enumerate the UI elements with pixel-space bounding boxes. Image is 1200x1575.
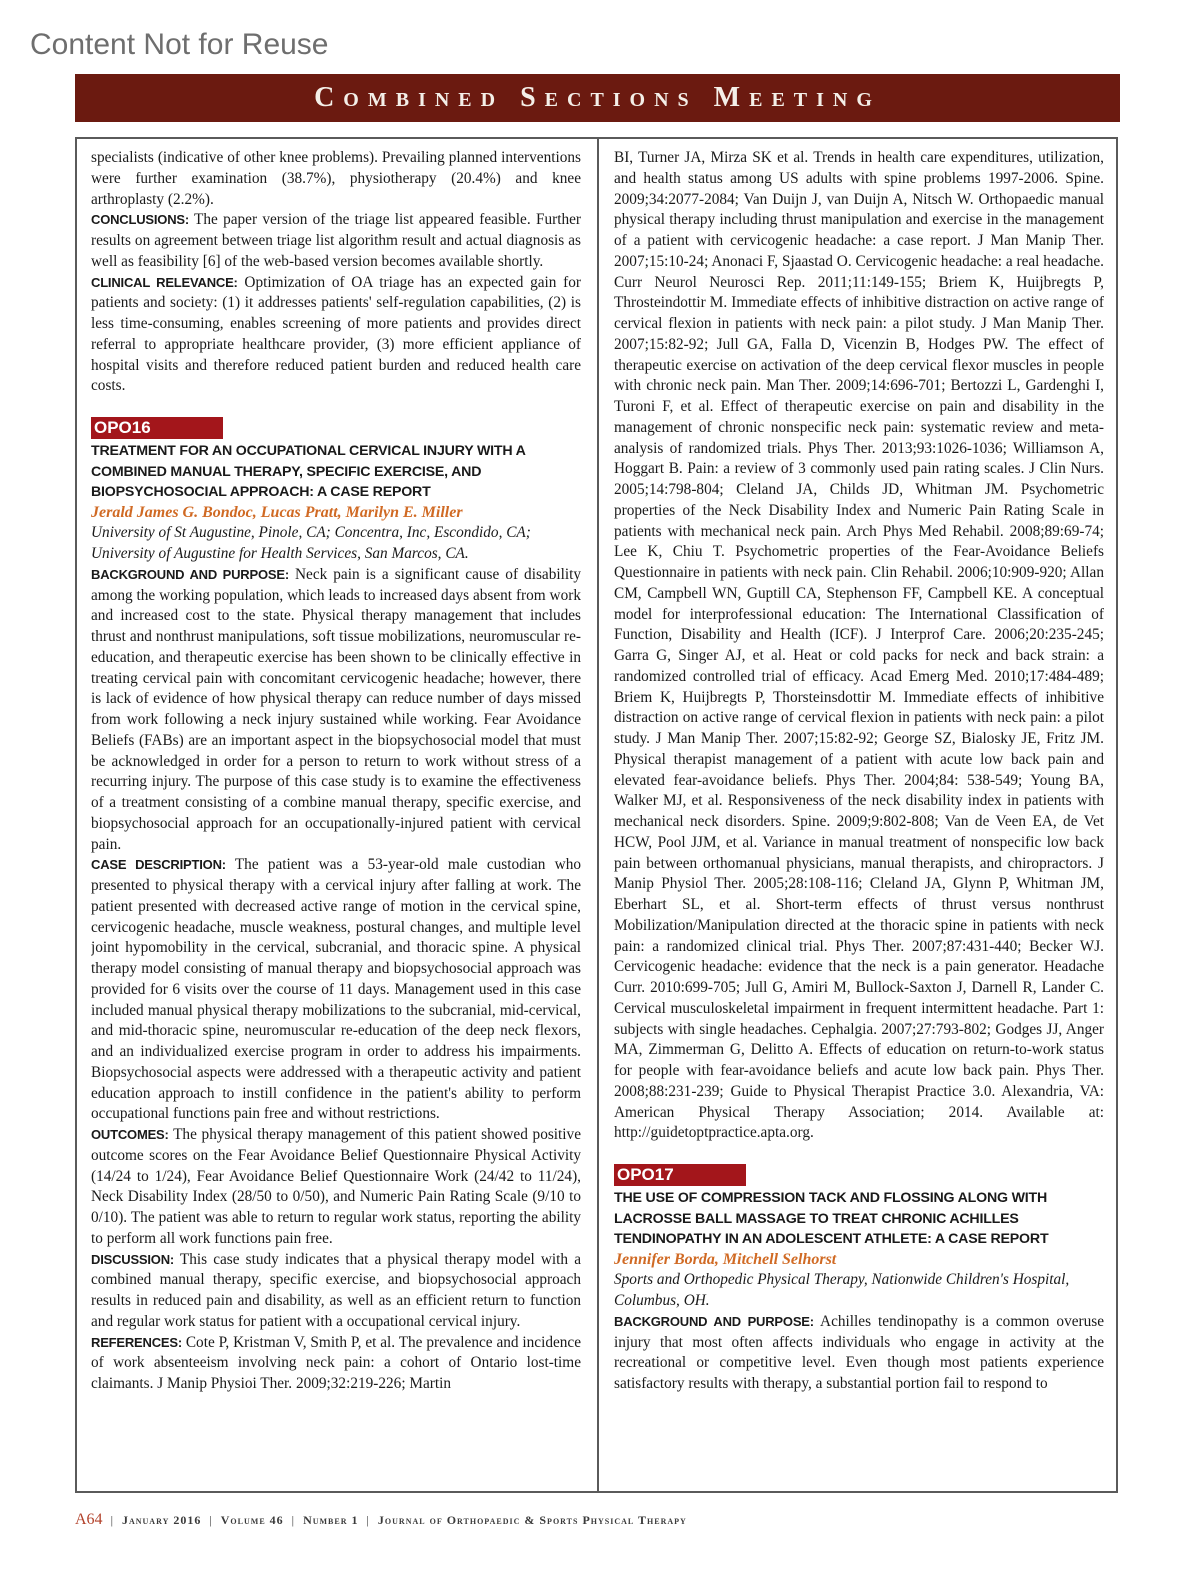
right-column bbox=[614, 148, 1104, 1488]
left-column bbox=[91, 148, 581, 1488]
section-heading: CONCLUSIONS: bbox=[91, 212, 189, 228]
section-text: Neck pain is a significant cause of disability among the working population, which leads to increased days absent from work and increased cost to the state. Physical therapy management that includes thrust and nonthrust manipulations, soft tissue mobilizations, neuromuscular re-education, and therapeutic exercise has been shown to be clinically effective in treating cervical pain with concomitant cervicogenic headache; however, there is lack of evidence of how physical therapy can reduce number of days missed from work following a neck injury sustained while working. Fear Avoidance Beliefs (FABs) are an important aspect in the biopsychosocial model that must be acknowledged in order for a person to return to work without stress of a recurring injury. The purpose of this case study is to examine the effectiveness of a treatment consisting of a combine manual therapy, specific exercise, and biopsychosocial approach for an occupationally-injured patient with cervical pain. bbox=[91, 565, 581, 853]
abstract-id-tag: OPO16 bbox=[91, 417, 223, 439]
section-heading: REFERENCES: bbox=[91, 1334, 182, 1350]
background-paragraph bbox=[614, 1312, 1104, 1395]
section-heading: DISCUSSION: bbox=[91, 1251, 175, 1267]
section-text: The patient was a 53-year-old male custodian who presented to physical therapy with a cervical injury after falling at work. The patient presented with decreased active range of motion in the cervical spine, cervicogenic headache, muscle weakness, postural changes, and multiple level joint hypomobility in the cervical, subcranial, and thoracic spine. A physical therapy model consisting of manual therapy and biopsychosocial approach was provided for 6 visits over the course of 11 days. Management used in this case included manual physical therapy mobilizations to the subcranial, mid-cervical, and mid-thoracic spine, neuromuscular re-education of the deep neck flexors, and an individualized exercise program in order to address his impairments. Biopsychosocial aspects were addressed with a therapeutic activity and patient education approach to instill confidence in the patient's ability to perform occupational functions pain free and without restrictions. bbox=[91, 856, 581, 1123]
intro-paragraph: specialists (indicative of other knee problems). Prevailing planned interventions were further examination (38.7%), physiotherapy (20.4%) and knee arthroplasty (2.2%). bbox=[91, 149, 581, 208]
abstract-title: TREATMENT FOR AN OCCUPATIONAL CERVICAL INJURY WITH A COMBINED MANUAL THERAPY, SPECIFIC EXERCISE, AND BIOPSYCHOSOCIAL APPROACH: A CASE REPORT bbox=[91, 443, 526, 500]
section-text: The paper version of the triage list appeared feasible. Further results on agreement between triage list algorithm result and actual diagnosis as well as feasibility [6] of the web-based version becomes available shortly. bbox=[91, 211, 581, 270]
section-banner: Combined Sections Meeting bbox=[75, 74, 1120, 122]
abstract-authors: Jerald James G. Bondoc, Lucas Pratt, Marilyn E. Miller bbox=[91, 503, 463, 521]
section-heading: BACKGROUND AND PURPOSE: bbox=[614, 1313, 814, 1329]
section-text: This case study indicates that a physical therapy model with a combined manual therapy, specific exercise, and biopsychosocial approach results in reduced pain and disability, as well as an efficient return to function and regular work status for patient with a occupational cervical injury. bbox=[91, 1250, 581, 1330]
issue-number: Number 1 bbox=[303, 1513, 359, 1527]
footer-separator: | bbox=[110, 1513, 114, 1527]
section-heading: CASE DESCRIPTION: bbox=[91, 857, 226, 873]
abstract-id-tag: OPO17 bbox=[614, 1164, 746, 1186]
watermark: Content Not for Reuse bbox=[30, 28, 329, 61]
section-text: Achilles tendinopathy is a common overuse injury that most often affects individuals who engage in activity at the recreational or competitive level. Even though most patients experience satisfactory results with therapy, a substantial portion fail to respond to bbox=[614, 1312, 1104, 1392]
section-heading: CLINICAL RELEVANCE: bbox=[91, 274, 238, 290]
page-footer bbox=[75, 1511, 687, 1529]
section-heading: OUTCOMES: bbox=[91, 1127, 169, 1142]
background-paragraph bbox=[91, 565, 581, 856]
section-text: Optimization of OA triage has an expected gain for patients and society: (1) it addresses patients' self-regulation capabilities, (2) is less time-consuming, enables screening of more patients and provides direct referral to appropriate healthcare provider, (3) more efficient appliance of hospital visits and therefore reduced patient burden and reduced health care costs. bbox=[91, 273, 581, 395]
abstract-affiliation: University of St Augustine, Pinole, CA; Concentra, Inc, Escondido, CA; University of Augustine for Health Services, San Marcos, CA. bbox=[91, 524, 531, 562]
case-description-paragraph bbox=[91, 855, 581, 1125]
references-continued: BI, Turner JA, Mirza SK et al. Trends in health care expenditures, utilization, and health status among US adults with spine problems 1997-2006. Spine. 2009;34:2077-2084; Van Duijn J, van Duijn A, Nitsch W. Orthopaedic manual physical therapy including thrust manipulation and exercise in the management of a patient with cervicogenic headache: a case report. J Man Manip Ther. 2007;15:10-24; Anonaci F, Sjaastad O. Cervicogenic headache: a real headache. Curr Neurol Neurosci Rep. 2011;11:149-155; Briem K, Huijbregts P, Throsteindottir M. Immediate effects of inhibitive distraction on active range of cervical flexion in patients with neck pain: a pilot study. J Man Manip Ther. 2007;15:82-92; Jull GA, Falla D, Vicenzin B, Hodges PW. The effect of therapeutic exercise on activation of the deep cervical flexor muscles in people with chronic neck pain. Man Ther. 2009;14:696-701; Bertozzi L, Gardenghi I, Turoni F, et al. Effect of therapeutic exercise on pain and disability in the management of chronic nonspecific neck pain: systematic review and meta-analysis of randomized trials. Phys Ther. 2013;93:1026-1036; Williamson A, Hoggart B. Pain: a review of 3 commonly used pain rating scales. J Clin Nurs. 2005;14:798-804; Cleland JA, Childs JD, Whitman JM. Psychometric properties of the Neck Disability Index and Numeric Pain Rating Scale in patients with mechanical neck pain. Arch Phys Med Rehabil. 2008;89:69-74; Lee K, Chiu T. Psychometric properties of the Fear-Avoidance Beliefs Questionnaire in patients with neck pain. Clin Rehabil. 2006;10:909-920; Allan CM, Campbell WN, Guptill CA, Stephenson FF, Campbell KE. A conceptual model for interprofessional education: The International Classification of Function, Disability and Health (ICF). J Interprof Care. 2006;20:235-245; Garra G, Singer AJ, et al. Heat or cold packs for neck and back strain: a randomized controlled trial of efficacy. Acad Emerg Med. 2010;17:484-489; Briem K, Huijbregts P, Thorsteinsdottir M. Immediate effects of inhibitive distraction on active range of cervical flexion in patients with neck pain: a pilot study. J Man Manip Ther. 2007;15:82-92; George SZ, Bialosky JE, Fritz JM. Physical therapist management of a patient with acute low back pain and elevated fear-avoidance beliefs. Phys Ther. 2004;84: 538-549; Young BA, Walker MJ, et al. Responsiveness of the neck disability index in patients with mechanical neck disorders. Spine. 2009;9:802-808; Van de Veen EA, de Vet HCW, Pool JJM, et al. Variance in manual treatment of nonspecific low back pain between orthomanual physicians, manual therapists, and chiropractors. J Manip Physiol Ther. 2005;28:108-116; Cleland JA, Glynn P, Whitman JM, Eberhart SL, et al. Short-term effects of thrust versus nonthrust Mobilization/Manipulation directed at the thoracic spine in patients with neck pain: a randomized clinical trial. Phys Ther. 2007;87:431-440; Becker WJ. Cervicogenic headache: evidence that the neck is a pain generator. Headache Curr. 2010:699-705; Jull G, Amiri M, Bullock-Saxton J, Darnell R, Lander C. Cervical musculoskeletal impairment in frequent intermittent headache. Part 1: subjects with single headaches. Cephalgia. 2007;27:793-802; Godges JJ, Anger MA, Zimmerman G, Delitto A. Effects of education on return-to-work status for people with fear-avoidance beliefs and acute low back pain. Phys Ther. 2008;88:231-239; Guide to Physical Therapist Practice 3.0. Alexandria, VA: American Physical Therapy Association; 2014. Available at: http://guidetoptpractice.apta.org. bbox=[614, 149, 1104, 1142]
abstract-authors: Jennifer Borda, Mitchell Selhorst bbox=[614, 1250, 837, 1268]
section-heading: BACKGROUND AND PURPOSE: bbox=[91, 566, 289, 582]
abstract-affiliation: Sports and Orthopedic Physical Therapy, Nationwide Children's Hospital, Columbus, OH. bbox=[614, 1271, 1070, 1309]
discussion-paragraph bbox=[91, 1250, 581, 1333]
issue-volume: Volume 46 bbox=[220, 1513, 284, 1527]
outcomes-paragraph bbox=[91, 1125, 581, 1250]
conclusions-paragraph bbox=[91, 210, 581, 272]
abstract-title: THE USE OF COMPRESSION TACK AND FLOSSING ALONG WITH LACROSSE BALL MASSAGE TO TREAT CHRONIC ACHILLES TENDINOPATHY IN AN ADOLESCENT ATHLETE: A CASE REPORT bbox=[614, 1190, 1049, 1247]
references-paragraph bbox=[91, 1333, 581, 1395]
column-divider bbox=[597, 137, 599, 1493]
clinical-relevance-paragraph bbox=[91, 273, 581, 398]
footer-separator: | bbox=[291, 1513, 296, 1527]
journal-name: Journal of Orthopaedic & Sports Physical Therapy bbox=[377, 1513, 687, 1527]
footer-separator: | bbox=[209, 1513, 213, 1527]
page-number: A64 bbox=[75, 1511, 103, 1528]
section-text: The physical therapy management of this patient showed positive outcome scores on the Fear Avoidance Belief Questionnaire Physical Activity (14/24 to 1/24), Fear Avoidance Belief Questionnaire Work (24/42 to 11/24), Neck Disability Index (28/50 to 0/50), and Numeric Pain Rating Scale (9/10 to 0/10). The patient was able to return to regular work status, reporting the ability to perform all work functions pain free. bbox=[91, 1126, 581, 1247]
footer-separator: | bbox=[366, 1513, 370, 1527]
issue-date: January 2016 bbox=[121, 1513, 202, 1527]
section-text: Cote P, Kristman V, Smith P, et al. The prevalence and incidence of work absenteeism involving neck pain: a cohort of Ontario lost-time claimants. J Manip Physioi Ther. 2009;32:219-226; Martin bbox=[91, 1333, 581, 1392]
